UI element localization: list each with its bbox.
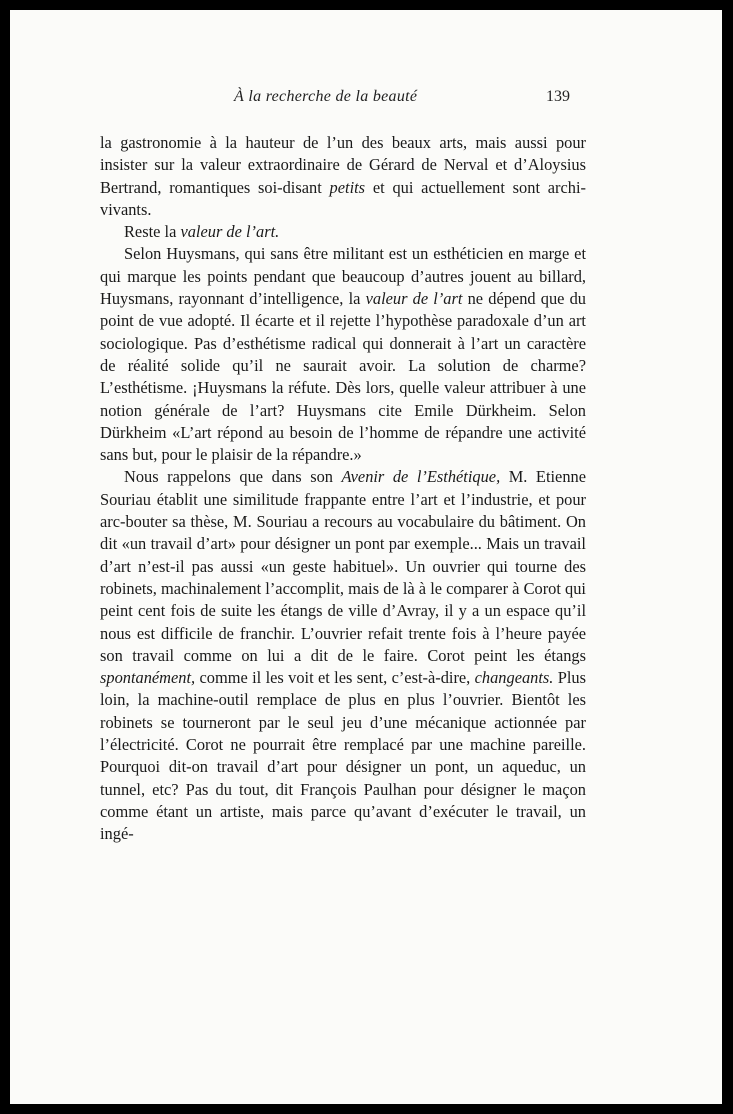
paragraph-1-text-a: la gastronomie à la hauteur de l’un des beaux arts, mais aussi pour insister sur la valeur extraordinaire de Gérard de Nerval et d’Aloysius Bertrand, romantiques soi-disant [100,133,586,197]
paragraph-4 [100,466,586,845]
paragraph-2-emphasis: valeur de l’art. [180,222,280,242]
paragraph-4-emphasis-c: changeants. [474,668,554,688]
paragraph-3-emphasis: valeur de l’art [365,289,463,309]
paragraph-4-emphasis-b: spontanément, [100,668,196,688]
paragraph-2-text: Reste la [124,222,181,242]
paragraph-4-text-a: Nous rappelons que dans son [124,467,342,487]
paragraph-3 [100,243,586,466]
paragraph-2 [100,221,586,243]
book-page [10,10,722,1104]
paragraph-4-text-c: comme il les voit et les sent, c’est-à-dire, [195,668,475,688]
paragraph-4-text-d: Plus loin, la machine-outil remplace de plus en plus l’ouvrier. Bientôt les robinets se tourneront par le seul jeu d’une mécanique actionnée par l’électricité. Corot ne pourrait être remplacé par une machine pareille. Pourquoi dit-on travail d’art pour désigner un pont, un aqueduc, un tunnel, etc? Pas du tout, dit François Paulhan pour désigner le maçon comme étant un artiste, mais parce qu’avant d’exécuter le travail, un ingé- [100,668,587,844]
paragraph-4-text-b: M. Etienne Souriau établit une similitude frappante entre l’art et l’industrie, et pour arc-bouter sa thèse, M. Souriau a recours au vocabulaire du bâtiment. On dit «un travail d’art» pour désigner un pont par exemple... Mais un travail d’art n’est-il pas aussi «un geste habituel». Un ouvrier qui tourne des robinets, machinalement l’accomplit, mais de là à le comparer à Corot qui peint cent fois de suite les étangs de ville d’Avray, il y a un espace qu’il nous est difficile de franchir. L’ouvrier refait trente fois à l’heure payée son travail comme on lui a dit de le faire. Corot peint les étangs [100,467,586,665]
page-number: 139 [546,88,570,105]
paragraph-3-text-a: Selon Huysmans, qui sans être militant est un esthéticien en marge et qui marque les points pendant que beaucoup d’autres jouent au billard, Huysmans, rayonnant d’intelligence, la [100,244,586,309]
paragraph-1-emphasis: petits [329,177,366,197]
paragraph-1-text-b: et qui actuellement sont archi-vivants. [100,177,587,219]
paragraph-3-text-b: ne dépend que du point de vue adopté. Il écarte et il rejette l’hypothèse paradoxale d’un art sociologique. Pas d’esthétisme radical qui donnerait à l’art un caractère de réalité solide qu’il ne saurait avoir. La solution de charme? L’esthétisme. ¡Huysmans la réfute. Dès lors, quelle valeur attribuer à une notion générale de l’art? Huysmans cite Emile Dürkheim. Selon Dürkheim «L’art répond au besoin de l’homme de répandre une activité sans but, pour le plaisir de la répandre.» [100,289,586,465]
paragraph-4-emphasis-a: Avenir de l’Esthétique, [341,467,501,487]
running-title: À la recherche de la beauté [234,88,418,105]
body-text [100,132,586,846]
running-head [10,88,722,110]
paragraph-1 [100,132,586,221]
